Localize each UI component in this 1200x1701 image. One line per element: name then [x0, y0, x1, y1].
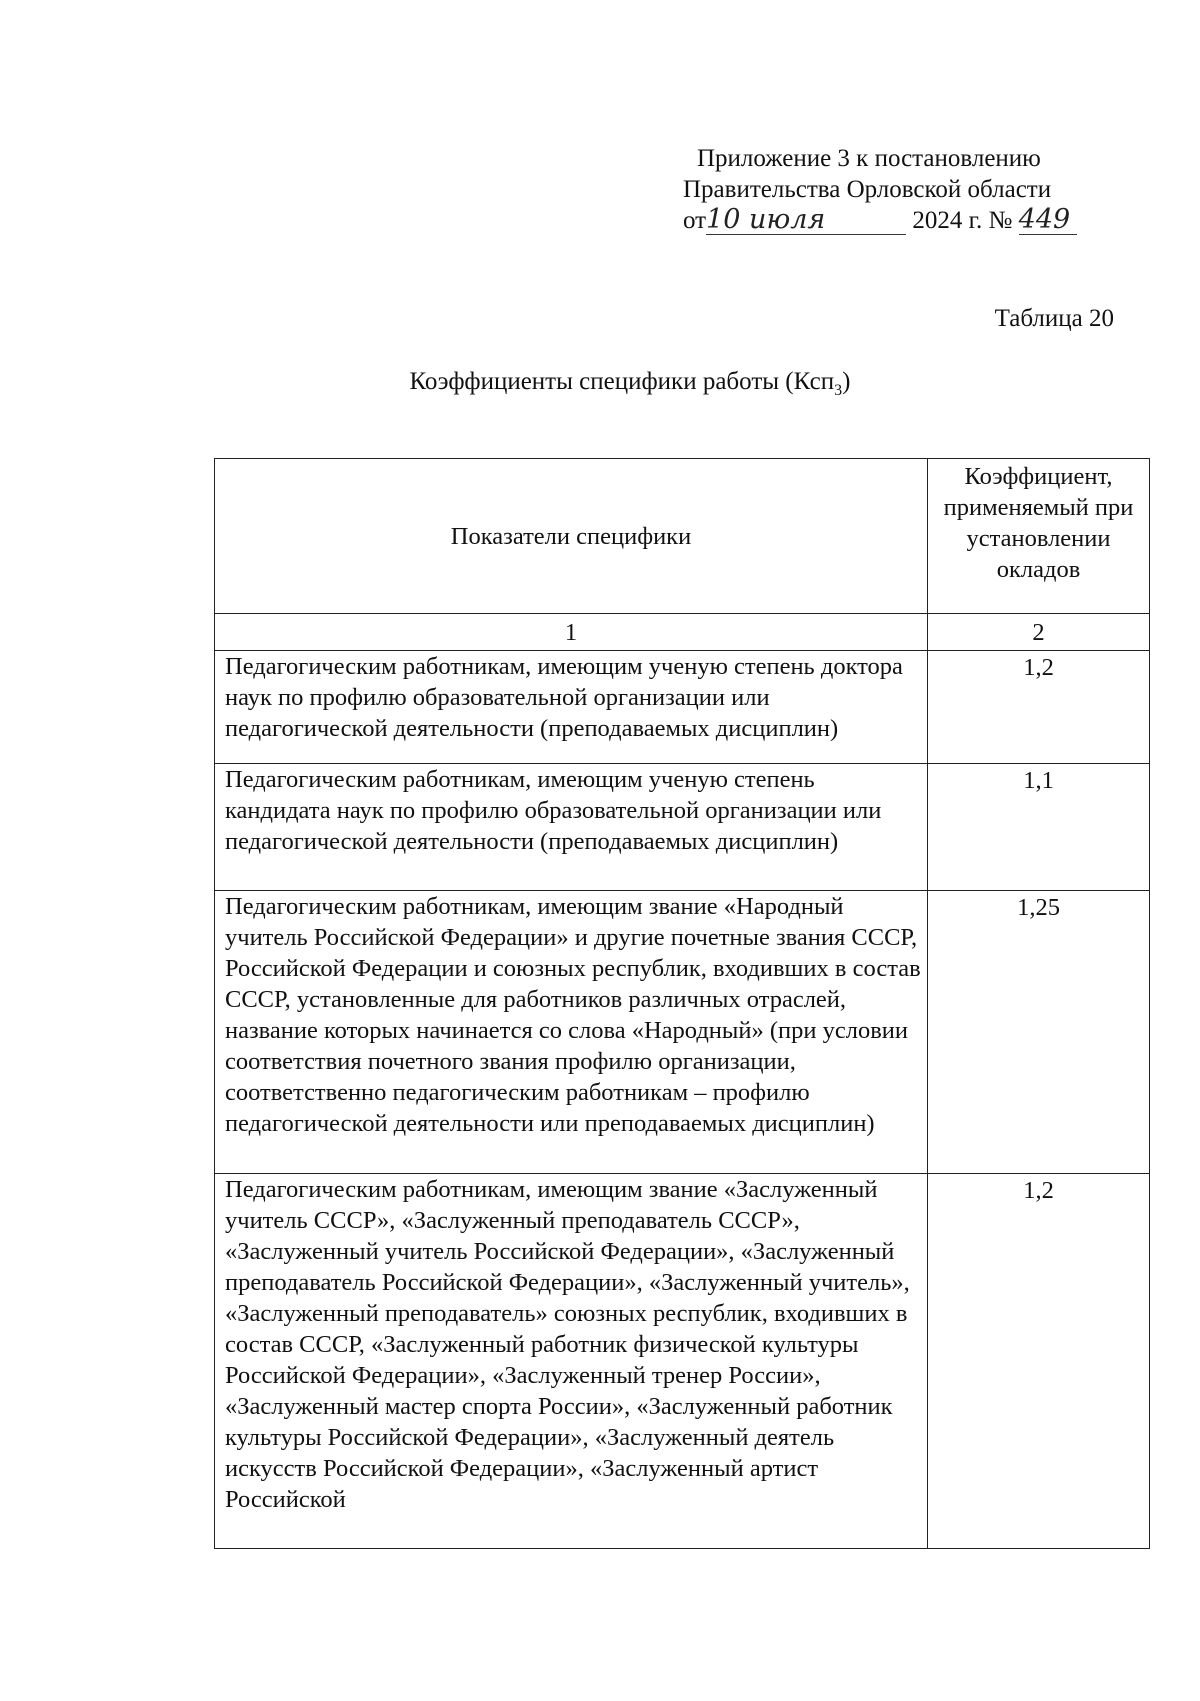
handwritten-date-field: [706, 204, 906, 235]
table-number: Таблица 20: [994, 305, 1114, 332]
appendix-date-line: [683, 205, 1103, 236]
document-title: [0, 368, 1200, 400]
indicator-cell: Педагогическим работникам, имеющим звание «Заслуженный учитель СССР», «Заслуженный преподаватель СССР», «Заслуженный учитель Российской Федерации», «Заслуженный преподаватель Российской Федерации», «Заслуженный учитель», «Заслуженный преподаватель» союзных республик, входивших в состав СССР, «Заслуженный работник физической культуры Российской Федерации», «Заслуженный тренер России», «Заслуженный мастер спорта России», «Заслуженный работник культуры Российской Федерации», «Заслуженный деятель искусств Российской Федерации», «Заслуженный артист Российской: [215, 1174, 928, 1549]
table-row: [215, 764, 1150, 891]
column-number-2: 2: [928, 614, 1150, 651]
appendix-line-2: Правительства Орловской области: [683, 176, 1052, 203]
header-indicators: Показатели специфики: [215, 459, 928, 614]
handwritten-number-field: [1018, 204, 1077, 235]
table-row: [215, 651, 1150, 764]
indicator-cell: Педагогическим работникам, имеющим ученую степень кандидата наук по профилю образовательной организации или педагогической деятельности (преподаваемых дисциплин): [215, 764, 928, 891]
column-number-1: 1: [215, 614, 928, 651]
handwritten-date: 10 июля: [706, 204, 826, 235]
table-header-row: [215, 459, 1150, 614]
indicator-cell: Педагогическим работникам, имеющим ученую степень доктора наук по профилю образовательной организации или педагогической деятельности (преподаваемых дисциплин): [215, 651, 928, 764]
coefficient-cell: 1,25: [928, 891, 1150, 1174]
coefficient-cell: 1,2: [928, 1174, 1150, 1549]
appendix-header: [683, 143, 1103, 236]
coefficient-cell: 1,2: [928, 651, 1150, 764]
header-coefficient: Коэффициент, применяемый при установлении окладов: [928, 459, 1150, 614]
column-number-row: [215, 614, 1150, 651]
coefficients-table: [214, 458, 1150, 1549]
table-row: [215, 1174, 1150, 1549]
handwritten-number: 449: [1018, 204, 1071, 235]
indicator-cell: Педагогическим работникам, имеющим звание «Народный учитель Российской Федерации» и другие почетные звания СССР, Российской Федерации и союзных республик, входивших в состав СССР, установленные для работников различных отраслей, название которых начинается со слова «Народный» (при условии соответствия почетного звания профилю организации, соответственно педагогическим работникам – профилю педагогической деятельности или преподаваемых дисциплин): [215, 891, 928, 1174]
title-text: Коэффициенты специфики работы (Ксп: [409, 368, 835, 395]
date-prefix: от: [683, 207, 707, 234]
year-and-number-label: 2024 г. №: [912, 207, 1013, 234]
appendix-line-1: Приложение 3 к постановлению: [697, 145, 1041, 172]
title-suffix: ): [842, 368, 851, 395]
title-subscript: 3: [834, 382, 843, 399]
table-row: [215, 891, 1150, 1174]
coefficient-cell: 1,1: [928, 764, 1150, 891]
